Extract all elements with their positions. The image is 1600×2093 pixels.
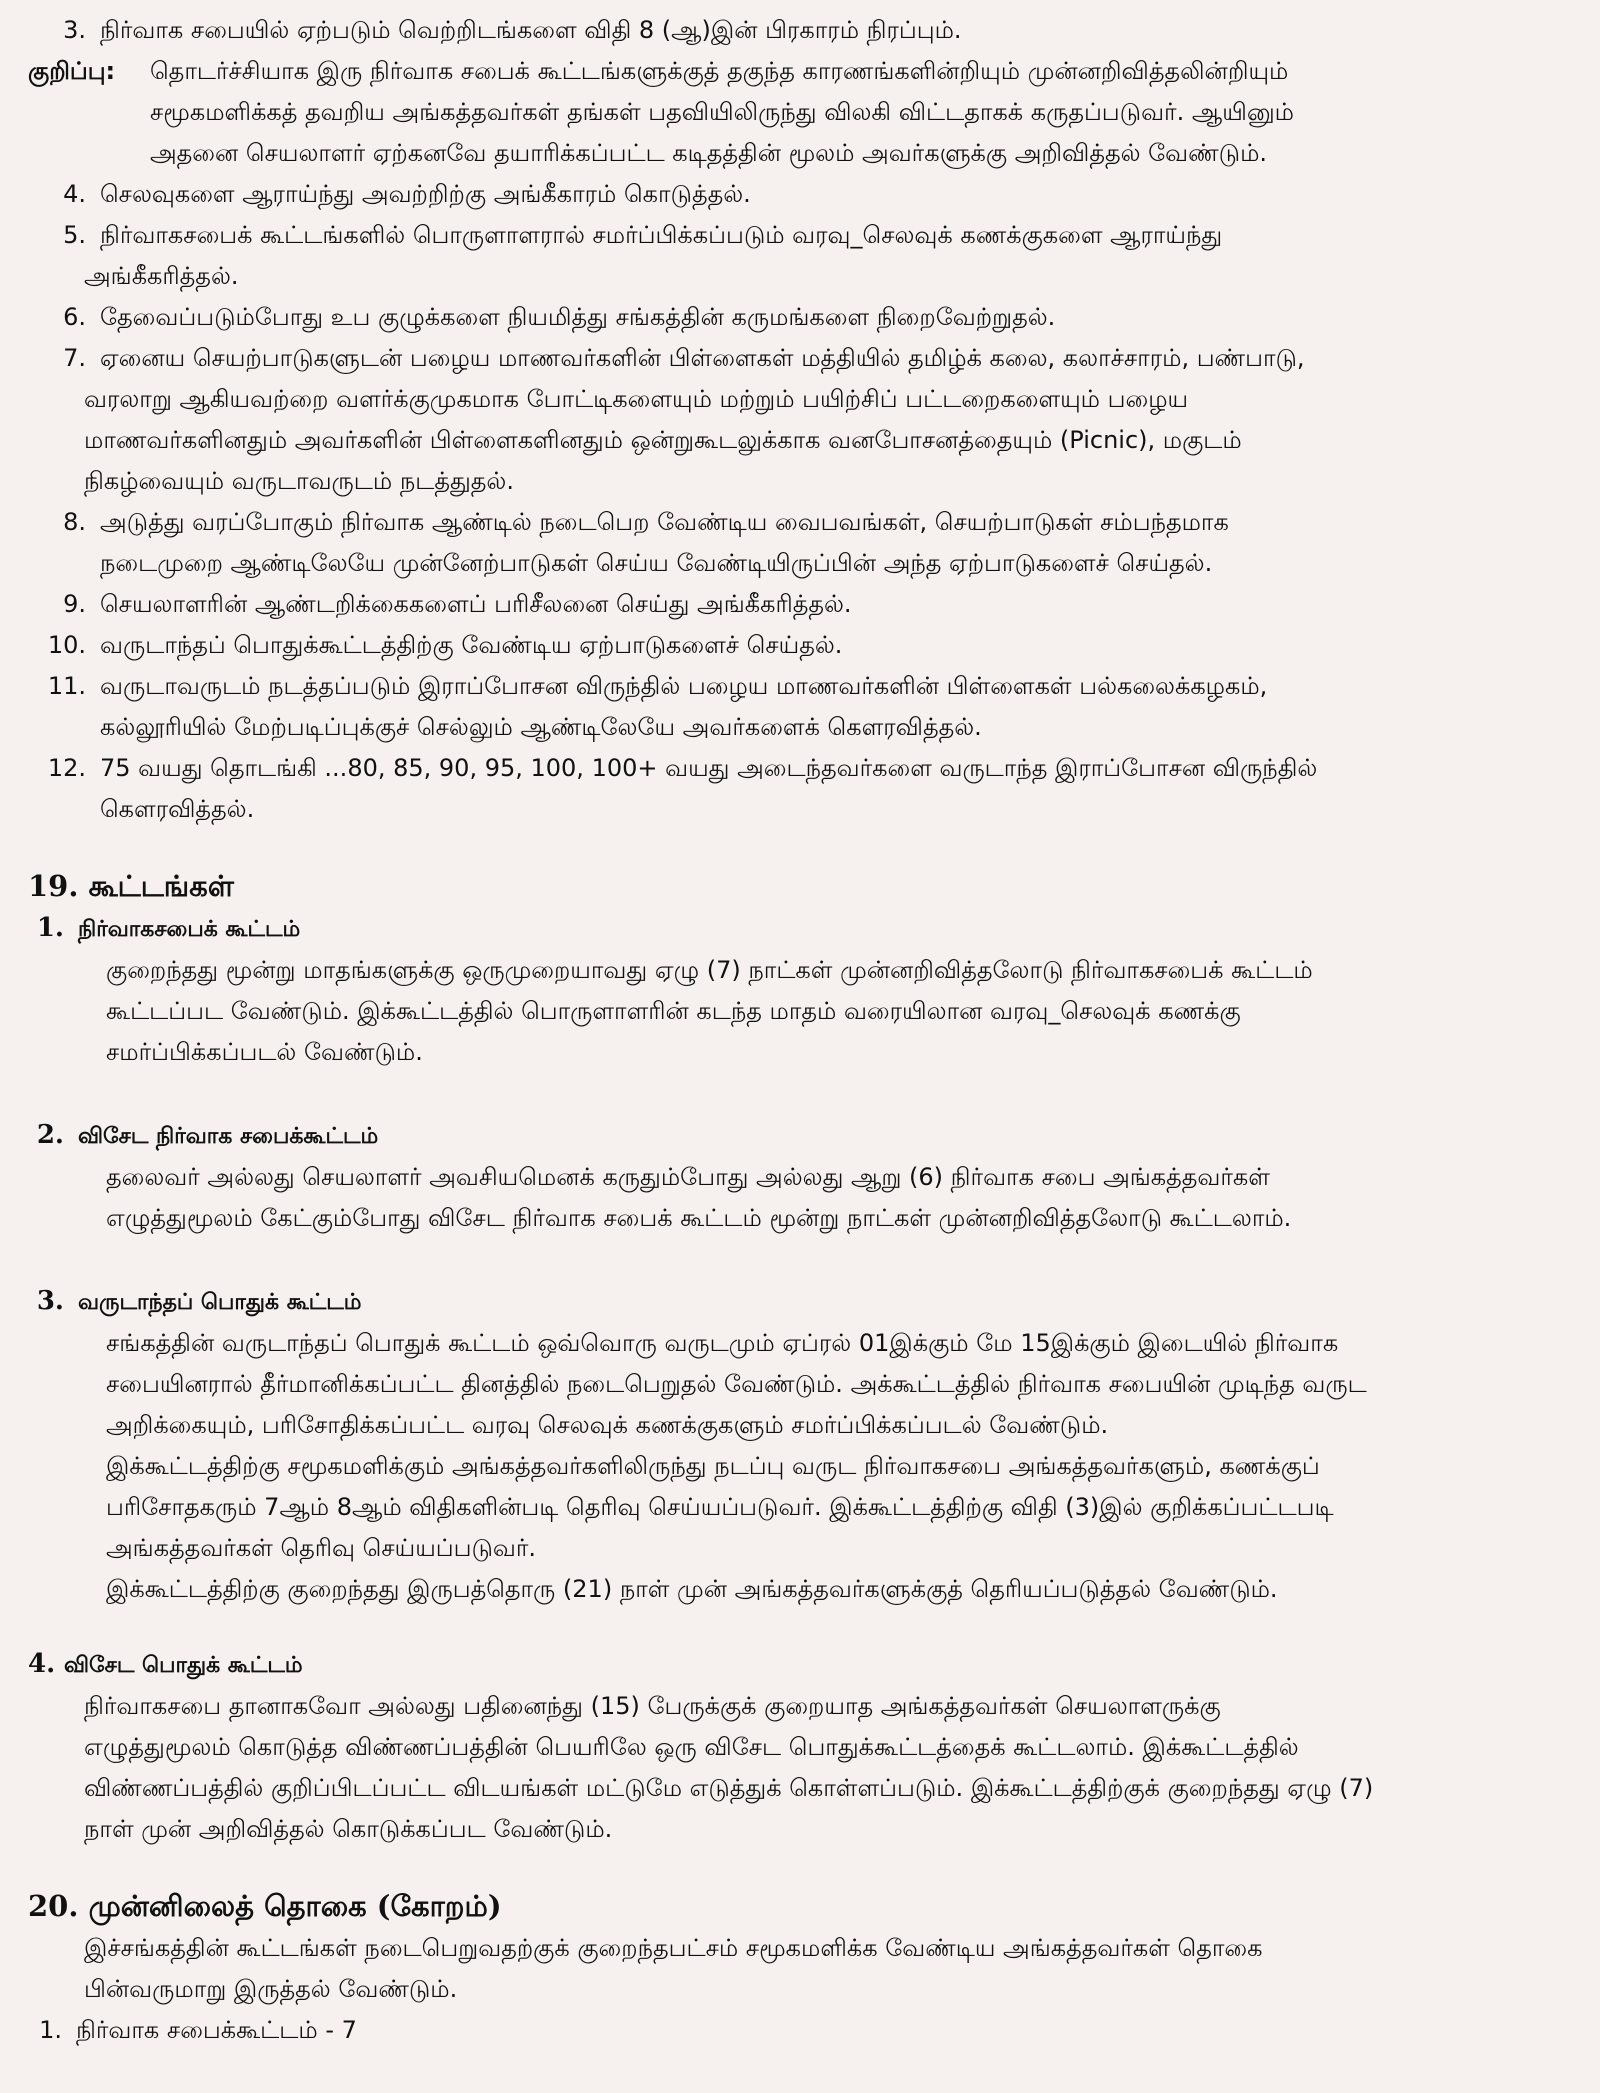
item-number: 12. [47,754,86,782]
list-item [28,666,1560,707]
subsection-title: விசேட நிர்வாக சபைக்கூட்டம் [78,1124,379,1149]
list-item [28,748,1560,789]
item-number: 8. [63,508,86,536]
item-text: நடைமுறை ஆண்டிலேயே முன்னேற்பாடுகள் செய்ய வேண்டியிருப்பின் அந்த ஏற்பாடுகளைச் செய்தல். [100,549,1213,577]
paragraph-line: சங்கத்தின் வருடாந்தப் பொதுக் கூட்டம் ஒவ்வொரு வருடமும் ஏப்ரல் 01இக்கும் மே 15இக்கும் இடையில் நிர்வாக [106,1329,1339,1357]
paragraph-line: இக்கூட்டத்திற்கு குறைந்தது இருபத்தொரு (21) நாள் முன் அங்கத்தவர்களுக்குத் தெரியப்படுத்தல் வேண்டும். [106,1575,1278,1603]
paragraph-line: அங்கத்தவர்கள் தெரிவு செய்யப்படுவர். [106,1534,537,1562]
paragraph-line: எழுத்துமூலம் கேட்கும்போது விசேட நிர்வாக சபைக் கூட்டம் மூன்று நாட்கள் முன்னறிவித்தலோடு கூட்டலாம். [106,1204,1292,1232]
list-item [28,625,1560,666]
subsection-heading [28,1281,1560,1323]
item-text: தேவைப்படும்போது உப குழுக்களை நியமித்து சங்கத்தின் கருமங்களை நிறைவேற்றுதல். [100,303,1056,331]
list-item [28,338,1560,379]
paragraph-line: இச்சங்கத்தின் கூட்டங்கள் நடைபெறுவதற்குக் குறைந்தபட்சம் சமூகமளிக்க வேண்டிய அங்கத்தவர்கள் தொகை [84,1934,1263,1962]
paragraph-line: சபையினரால் தீர்மானிக்கப்பட்ட தினத்தில் நடைபெறுதல் வேண்டும். அக்கூட்டத்தில் நிர்வாக சபையின் முடிந்த வருட [106,1370,1367,1398]
subsection-title: விசேட பொதுக் கூட்டம் [64,1653,303,1678]
section-title: கூட்டங்கள் [88,869,234,903]
list-item [28,584,1560,625]
item-text: வருடாவருடம் நடத்தப்படும் இராப்போசன விருந்தில் பழைய மாணவர்களின் பிள்ளைகள் பல்கலைக்கழகம், [100,672,1268,700]
section-title: முன்னிலைத் தொகை (கோறம்) [88,1889,502,1923]
list-item [28,215,1560,256]
paragraph-line: பரிசோதகரும் 7ஆம் 8ஆம் விதிகளின்படி தெரிவு செய்யப்படுவர். இக்கூட்டத்திற்கு விதி (3)இல் குறிக்கப்பட்டபடி [106,1493,1334,1521]
item-number: 11. [47,672,86,700]
item-text: அங்கீகரித்தல். [84,262,239,290]
section-number: 20. [28,1889,79,1923]
item-text: வருடாந்தப் பொதுக்கூட்டத்திற்கு வேண்டிய ஏற்பாடுகளைச் செய்தல். [100,631,843,659]
list-item [28,2010,1560,2051]
item-number: 6. [63,303,86,331]
paragraph-line: எழுத்துமூலம் கொடுத்த விண்ணப்பத்தின் பெயரிலே ஒரு விசேட பொதுக்கூட்டத்தைக் கூட்டலாம். இக்கூட்டத்தில் [84,1733,1299,1761]
subsection-number: 4. [28,1649,56,1679]
paragraph-line: கூட்டப்பட வேண்டும். இக்கூட்டத்தில் பொருளாளரின் கடந்த மாதம் வரையிலான வரவு_செலவுக் கணக்கு [106,997,1241,1025]
subsection-heading [28,908,1560,950]
subsection-number: 3. [36,1286,64,1316]
note-text: தொடர்ச்சியாக இரு நிர்வாக சபைக் கூட்டங்களுக்குத் தகுந்த காரணங்களின்றியும் முன்னறிவித்தலின்றியும் [150,57,1289,85]
item-number: 5. [63,221,86,249]
paragraph-line: பின்வருமாறு இருத்தல் வேண்டும். [84,1975,458,2003]
item-text: நிர்வாகசபைக் கூட்டங்களில் பொருளாளரால் சமர்ப்பிக்கப்படும் வரவு_செலவுக் கணக்குகளை ஆராய்ந்து [100,221,1223,249]
section-heading [28,1884,1560,1928]
item-text: நிர்வாக சபையில் ஏற்படும் வெற்றிடங்களை விதி 8 (ஆ)இன் பிரகாரம் நிரப்பும். [100,16,962,44]
subsection-title: நிர்வாகசபைக் கூட்டம் [78,917,301,942]
subsection-heading [28,1644,1560,1686]
subsection-title: வருடாந்தப் பொதுக் கூட்டம் [78,1290,362,1315]
item-number: 1. [39,2016,62,2044]
item-number: 9. [63,590,86,618]
item-number: 10. [47,631,86,659]
subsection-heading [28,1115,1560,1157]
item-text: செயலாளரின் ஆண்டறிக்கைகளைப் பரிசீலனை செய்து அங்கீகரித்தல். [100,590,852,618]
item-text: 75 வயது தொடங்கி ...80, 85, 90, 95, 100, 100+ வயது அடைந்தவர்களை வருடாந்த இராப்போசன விருந்தில் [100,754,1318,782]
paragraph-line: இக்கூட்டத்திற்கு சமூகமளிக்கும் அங்கத்தவர்களிலிருந்து நடப்பு வருட நிர்வாகசபை அங்கத்தவர்களும், கணக்குப் [106,1452,1320,1480]
subsection-number: 1. [36,913,64,943]
subsection-number: 2. [36,1120,64,1150]
paragraph-line: நிர்வாகசபை தானாகவோ அல்லது பதினைந்து (15) பேருக்குக் குறையாத அங்கத்தவர்கள் செயலாளருக்கு [84,1692,1221,1720]
paragraph-line: குறைந்தது மூன்று மாதங்களுக்கு ஒருமுறையாவது ஏழு (7) நாட்கள் முன்னறிவித்தலோடு நிர்வாகசபைக் கூட்டம் [106,956,1313,984]
paragraph-line: அறிக்கையும், பரிசோதிக்கப்பட்ட வரவு செலவுக் கணக்குகளும் சமர்ப்பிக்கப்படல் வேண்டும். [106,1411,1109,1439]
note-label: குறிப்பு: [28,57,116,85]
item-text: ஏனைய செயற்பாடுகளுடன் பழைய மாணவர்களின் பிள்ளைகள் மத்தியில் தமிழ்க் கலை, கலாச்சாரம், பண்பாடு, [100,344,1305,372]
item-text: நிகழ்வையும் வருடாவருடம் நடத்துதல். [84,467,514,495]
section-number: 19. [28,869,79,903]
item-text: அடுத்து வரப்போகும் நிர்வாக ஆண்டில் நடைபெற வேண்டிய வைபவங்கள், செயற்பாடுகள் சம்பந்தமாக [100,508,1229,536]
item-number: 4. [63,180,86,208]
item-text: கல்லூரியில் மேற்படிப்புக்குச் செல்லும் ஆண்டிலேயே அவர்களைக் கௌரவித்தல். [100,713,982,741]
note-block [28,51,1560,92]
list-item [28,10,1560,51]
paragraph-line: நாள் முன் அறிவித்தல் கொடுக்கப்பட வேண்டும். [84,1815,613,1843]
item-text: கௌரவித்தல். [100,795,255,823]
section-heading [28,864,1560,908]
item-text: செலவுகளை ஆராய்ந்து அவற்றிற்கு அங்கீகாரம் கொடுத்தல். [100,180,751,208]
paragraph-line: தலைவர் அல்லது செயலாளர் அவசியமெனக் கருதும்போது அல்லது ஆறு (6) நிர்வாக சபை அங்கத்தவர்கள் [106,1163,1270,1191]
item-number: 3. [63,16,86,44]
item-text: வரலாறு ஆகியவற்றை வளர்க்குமுகமாக போட்டிகளையும் மற்றும் பயிற்சிப் பட்டறைகளையும் பழைய [84,385,1189,413]
list-item [28,174,1560,215]
item-text: மாணவர்களினதும் அவர்களின் பிள்ளைகளினதும் ஒன்றுகூடலுக்காக வனபோசனத்தையும் (Picnic), மகுடம் [84,426,1242,454]
list-item [28,297,1560,338]
paragraph-line: சமர்ப்பிக்கப்படல் வேண்டும். [106,1038,423,1066]
item-number: 7. [63,344,86,372]
paragraph-line: விண்ணப்பத்தில் குறிப்பிடப்பட்ட விடயங்கள் மட்டுமே எடுத்துக் கொள்ளப்படும். இக்கூட்டத்திற்குக் குறைந்தது ஏழு (7) [84,1774,1374,1802]
list-item [28,502,1560,543]
note-text: அதனை செயலாளர் ஏற்கனவே தயாரிக்கப்பட்ட கடிதத்தின் மூலம் அவர்களுக்கு அறிவித்தல் வேண்டும். [150,139,1268,167]
item-text: நிர்வாக சபைக்கூட்டம் - 7 [76,2016,357,2044]
note-text: சமூகமளிக்கத் தவறிய அங்கத்தவர்கள் தங்கள் பதவியிலிருந்து விலகி விட்டதாகக் கருதப்படுவர். ஆயினும் [150,98,1294,126]
